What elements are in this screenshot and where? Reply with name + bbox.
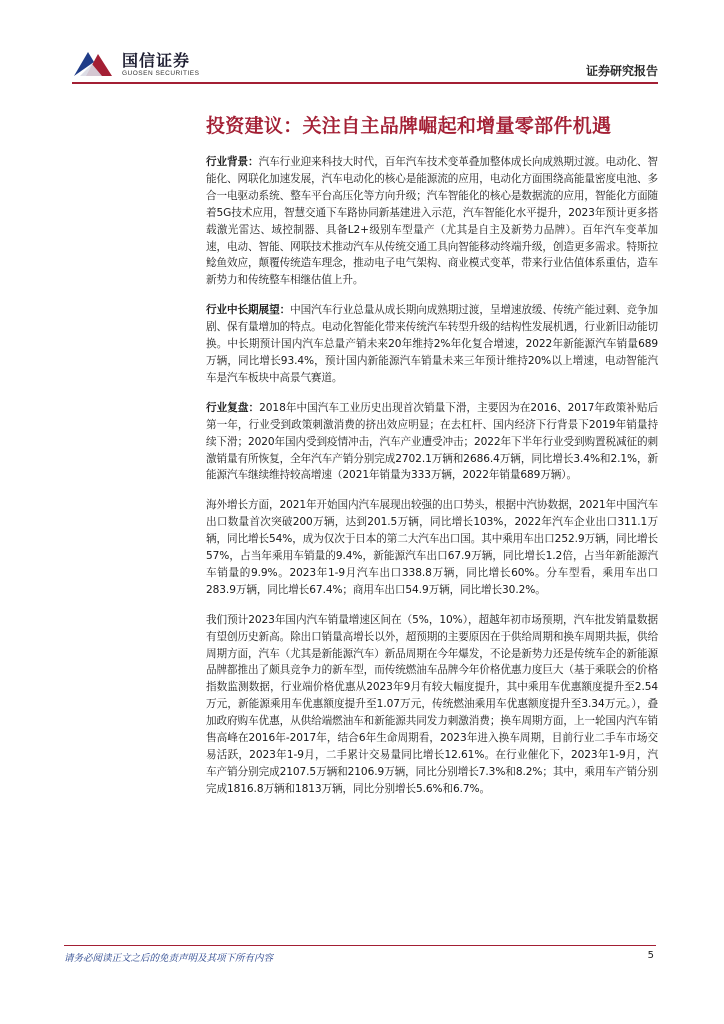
paragraph-text: 2018年中国汽车工业历史出现首次销量下滑，主要因为在2016、2017年政策补贴后第一年，行业受到政策刺激消费的挤出效应明显；在去杠杆、国内经济下行背景下2019年销量持续下滑；2020年国内受到疫情冲击，汽车产业遭受冲击；2022年下半年行业受到购置税减征的刺激销量有所恢复，全年汽车产销分别完成2702.1万辆和2686.4万辆，同比增长3.4%和2.1%，新能源汽车继续维持较高增速（2021年销量为333万辆，2022年销量689万辆）。 [206, 401, 658, 482]
page-number: 5 [647, 950, 654, 961]
paragraph-text: 汽车行业迎来科技大时代，百年汽车技术变革叠加整体成长向成熟期过渡。电动化、智能化、网联化加速发展，汽车电动化的核心是能源流的应用，电动化方面围绕高能量密度电池、多合一电驱动系统、整车平台高压化等方向升级；汽车智能化的核心是数据流的应用，智能化方面随着5G技术应用，智慧交通下车路协同新基建进入示范，汽车智能化水平提升，2023年预计更多搭载激光雷达、域控制器、具备L2+级别车型量产（尤其是自主及新势力品牌）。百年汽车变革加速，电动、智能、网联技术推动汽车从传统交通工具向智能移动终端升级，创造更多需求。特斯拉鲶鱼效应，颠覆传统造车理念，推动电子电气架构、商业模式变革，带来行业估值体系重估，造车新势力和传统整车相继估值上升。 [206, 156, 658, 287]
paragraph-text: 中国汽车行业总量从成长期向成熟期过渡，呈增速放缓、传统产能过剩、竞争加剧、保有量增加的特点。电动化智能化带来传统汽车转型升级的结构性发展机遇，行业新旧动能切换。中长期预计国内汽车总量产销未来20年维持2%年化复合增速，2022年新能源汽车销量689万辆，同比增长93.4%，预计国内新能源汽车销量未来三年预计维持20%以上增速，电动智能汽车是汽车板块中高景气赛道。 [206, 304, 659, 384]
paragraph-text: 海外增长方面，2021年开始国内汽车展现出较强的出口势头，根据中汽协数据，2021年中国汽车出口数量首次突破200万辆，达到201.5万辆，同比增长103%，2022年汽车企业出口311.1万辆，同比增长54%，成为仅次于日本的第二大汽车出口国。其中乘用车出口252.9万辆，同比增长57%，占当年乘用车销量的9.4%，新能源汽车出口67.9万辆，同比增长1.2倍，占当年新能源汽车销量的9.9%。2023年1-9月汽车出口338.8万辆，同比增长60%。分车型看，乘用车出口283.9万辆，同比增长67.4%；商用车出口54.9万辆，同比增长30.2%。 [206, 499, 658, 596]
document-type-label: 证券研究报告 [585, 64, 658, 78]
paragraph-overseas-growth [206, 497, 658, 598]
company-logo [72, 46, 272, 86]
section-title: 投资建议：关注自主品牌崛起和增量零部件机遇 [206, 115, 612, 137]
paragraph-industry-review [206, 400, 658, 485]
header-divider [72, 82, 658, 84]
main-content [206, 112, 658, 811]
footer-disclaimer: 请务必阅读正文之后的免责声明及其项下所有内容 [64, 953, 274, 964]
guosen-logo-icon [72, 46, 116, 82]
paragraph-long-term-outlook [206, 302, 658, 387]
paragraph-lead: 行业复盘： [206, 401, 260, 414]
paragraph-lead: 行业背景： [206, 156, 259, 168]
paragraph-lead: 行业中长期展望： [206, 304, 291, 317]
logo-chinese-name: 国信证券 [122, 51, 191, 70]
paragraph-2023-forecast [206, 612, 658, 798]
paragraph-industry-background [206, 154, 658, 289]
paragraph-text: 我们预计2023年国内汽车销量增速区间在（5%，10%），超越年初市场预期，汽车批发销量数据有望创历史新高。除出口销量高增长以外，超预期的主要原因在于供给周期和换车周期共振，供给周期方面，汽车（尤其是新能源汽车）新品周期在今年爆发，不论是新势力还是传统车企的新能源品牌都推出了颇具竞争力的新车型，而传统燃油车品牌今年价格优惠力度巨大（基于乘联会的价格指数监测数据，行业端价格优惠从2023年9月有较大幅度提升，其中乘用车优惠额度提升至2.54万元，新能源乘用车优惠额度提升至1.07万元，传统燃油乘用车优惠额度提升至3.34万元。），叠加政府购车优惠，从供给端燃油车和新能源共同发力刺激消费；换车周期方面，上一轮国内汽车销售高峰在2016年-2017年，结合6年生命周期看，2023年进入换车周期，目前行业二手车市场交易活跃，2023年1-9月，二手累计交易量同比增长12.61%。在行业催化下，2023年1-9月，汽车产销分别完成2107.5万辆和2106.9万辆，同比分别增长7.3%和8.2%；其中，乘用车产销分别完成1816.8万辆和1813万辆，同比分别增长5.6%和6.7%。 [206, 613, 658, 795]
footer-divider [64, 945, 656, 946]
logo-english-name: GUOSEN SECURITIES [122, 70, 200, 77]
page-header [0, 0, 724, 90]
